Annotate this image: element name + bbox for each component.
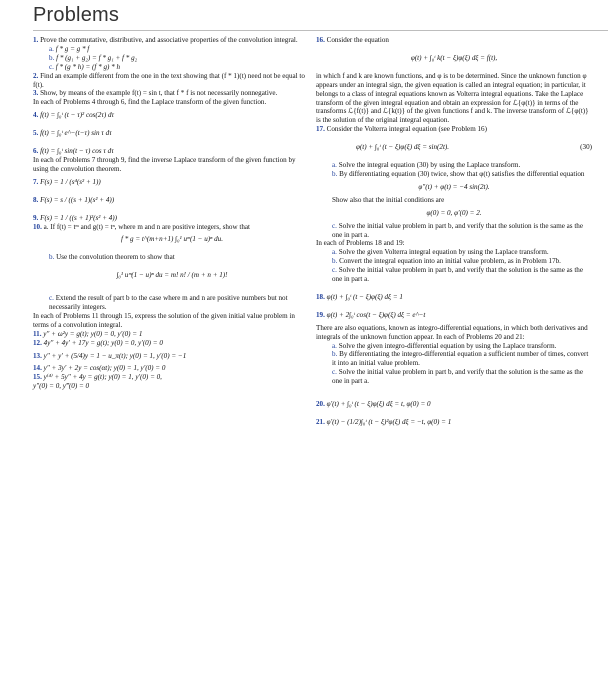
problem-1b: b. f * (g₁ + g₂) = f * g₁ + f * g₂ (49, 53, 138, 62)
instructions-4-6: In each of Problems 4 through 6, find the Laplace transform of the given function. (33, 98, 267, 107)
problem-10b: b. Use the convolution theorem to show that (49, 253, 175, 262)
problem-1: 1. Prove the commutative, distributive, and associative properties of the convolution integral. (33, 36, 298, 44)
left-column (33, 36, 311, 391)
problem-5: 5. f(t) = ∫₀ᵗ e^−(t−τ) sin τ dτ (33, 129, 112, 138)
instructions-20-21-b: b. By differentiating the integro-differential equation a sufficient number of times, convert it into an initial value problem. (332, 350, 589, 368)
problem-10: 10. a. If f(t) = tᵐ and g(t) = tⁿ, where m and n are positive integers, show that (33, 222, 251, 231)
instructions-7-9: In each of Problems 7 through 9, find the inverse Laplace transform of the given function by using the convolution theorem. (33, 155, 296, 173)
instructions-11-15: In each of Problems 11 through 15, express the solution of the given initial value problem in terms of a convolution integral. (33, 311, 295, 329)
problem-17c: c. Solve the initial value problem in part b, and verify that the solution is the same as the one in part a. (332, 221, 584, 239)
right-column (316, 36, 592, 427)
problem-17a: a. Solve the integral equation (30) by using the Laplace transform. (332, 161, 521, 170)
instructions-20-21-c: c. Solve the initial value problem in part b, and verify that the solution is the same as the one in part a. (332, 368, 584, 386)
problem-15: 15. y⁽⁴⁾ + 5y″ + 4y = g(t); y(0) = 1, y′(0) = 0, (33, 373, 162, 382)
problem-10-equation-2: ∫₀¹ uᵐ(1 − u)ⁿ du = m! n! / (m + n + 1)! (116, 271, 228, 280)
problem-17-conditions: φ(0) = 0, φ′(0) = 2. (426, 208, 482, 217)
problem-6: 6. f(t) = ∫₀ᵗ sin(t − τ) cos τ dτ (33, 147, 114, 156)
problem-17b: b. By differentiating equation (30) twice, show that φ(t) satisfies the differential equation (332, 169, 585, 178)
problem-20: 20. φ′(t) + ∫₀ᵗ (t − ξ)φ(ξ) dξ = t, φ(0) = 0 (316, 400, 431, 409)
instructions-20-21-a: a. Solve the given integro-differential equation by using the Laplace transform. (332, 341, 557, 350)
equation-tag: (30) (580, 143, 592, 152)
problem-19: 19. φ(t) + 2∫₀ᵗ cos(t − ξ)φ(ξ) dξ = e^−t (316, 310, 426, 319)
title-divider (33, 30, 608, 31)
problem-17-ode: φ″(t) + φ(t) = −4 sin(2t). (418, 182, 490, 191)
problem-4: 4. f(t) = ∫₀ᵗ (t − τ)² cos(2τ) dτ (33, 111, 115, 120)
problem-10-equation-1: f * g = t^(m+n+1) ∫₀¹ uᵐ(1 − u)ⁿ du. (120, 235, 224, 244)
problem-2: 2. Find an example different from the one in the text showing that (f * 1)(t) need not be equal to f(t). (33, 71, 305, 89)
equation-30 (316, 143, 592, 152)
problem-15-continued: y″(0) = 0, y‴(0) = 0 (33, 382, 90, 391)
problem-1c: c. f * (g * h) = (f * g) * h (49, 62, 121, 71)
problem-12: 12. 4y″ + 4y′ + 17y = g(t); y(0) = 0, y′(0) = 0 (33, 338, 163, 347)
problem-21: 21. φ′(t) − (1/2)∫₀ᵗ (t − ξ)²φ(ξ) dξ = −t, φ(0) = 1 (316, 418, 452, 426)
instructions-18-19-b: b. Convert the integral equation into an initial value problem, as in Problem 17b. (332, 257, 561, 266)
problem-17-conditions-intro: Show also that the initial conditions are (332, 195, 445, 204)
instructions-18-19: In each of Problems 18 and 19: (316, 239, 405, 248)
instructions-20-21: There are also equations, known as integro-differential equations, in which both derivatives and integrals of the unknown function appear. In each of Problems 20 and 21: (316, 323, 588, 341)
problem-9: 9. F(s) = 1 / ((s + 1)²(s² + 4)) (33, 213, 118, 222)
problem-3: 3. Show, by means of the example f(t) = sin t, that f * f is not necessarily nonnegative. (33, 89, 278, 98)
problem-17: 17. Consider the Volterra integral equation (see Problem 16) (316, 125, 487, 134)
problem-16-equation: φ(t) + ∫₀ᵗ k(t − ξ)φ(ξ) dξ = f(t), (410, 53, 498, 62)
instructions-18-19-a: a. Solve the given Volterra integral equation by using the Laplace transform. (332, 248, 549, 257)
equation-30-body: φ(t) + ∫₀ᵗ (t − ξ)φ(ξ) dξ = sin(2t). (356, 143, 450, 152)
problem-16-body: in which f and k are known functions, and φ is to be determined. Since the unknown function φ appears under an integral sign, the given equation is called an integral equation; in particular, it belongs to a class of integral equations known as Volterra integral equations. Take the Laplace transform of the given integral equation and obtain an expression for ℒ{φ(t)} in terms of the transforms ℒ{f(t)} and ℒ{k(t)} of the given functions f and k. The inverse transform of ℒ{φ(t)} is the solution of the original integral equation. (316, 71, 589, 125)
instructions-18-19-c: c. Solve the initial value problem in part b, and verify that the solution is the same as the one in part a. (332, 266, 584, 284)
problem-10c: c. Extend the result of part b to the case where m and n are positive numbers but not necessarily integers. (49, 294, 288, 312)
page-title: Problems (33, 4, 120, 26)
problem-14: 14. y″ + 3y′ + 2y = cos(αt); y(0) = 1, y′(0) = 0 (33, 364, 166, 373)
problem-11: 11. y″ + ω²y = g(t); y(0) = 0, y′(0) = 1 (33, 329, 143, 338)
problem-1a: a. f * g = g * f (49, 44, 90, 53)
problem-16: 16. Consider the equation (316, 36, 389, 44)
problem-7: 7. F(s) = 1 / (s⁴(s² + 1)) (33, 177, 101, 186)
problem-18: 18. φ(t) + ∫₀ᵗ (t − ξ)φ(ξ) dξ = 1 (316, 292, 403, 301)
problem-13: 13. y″ + y′ + (5/4)y = 1 − u_π(t); y(0) = 1, y′(0) = −1 (33, 351, 187, 360)
problem-8: 8. F(s) = s / ((s + 1)(s² + 4)) (33, 195, 115, 204)
